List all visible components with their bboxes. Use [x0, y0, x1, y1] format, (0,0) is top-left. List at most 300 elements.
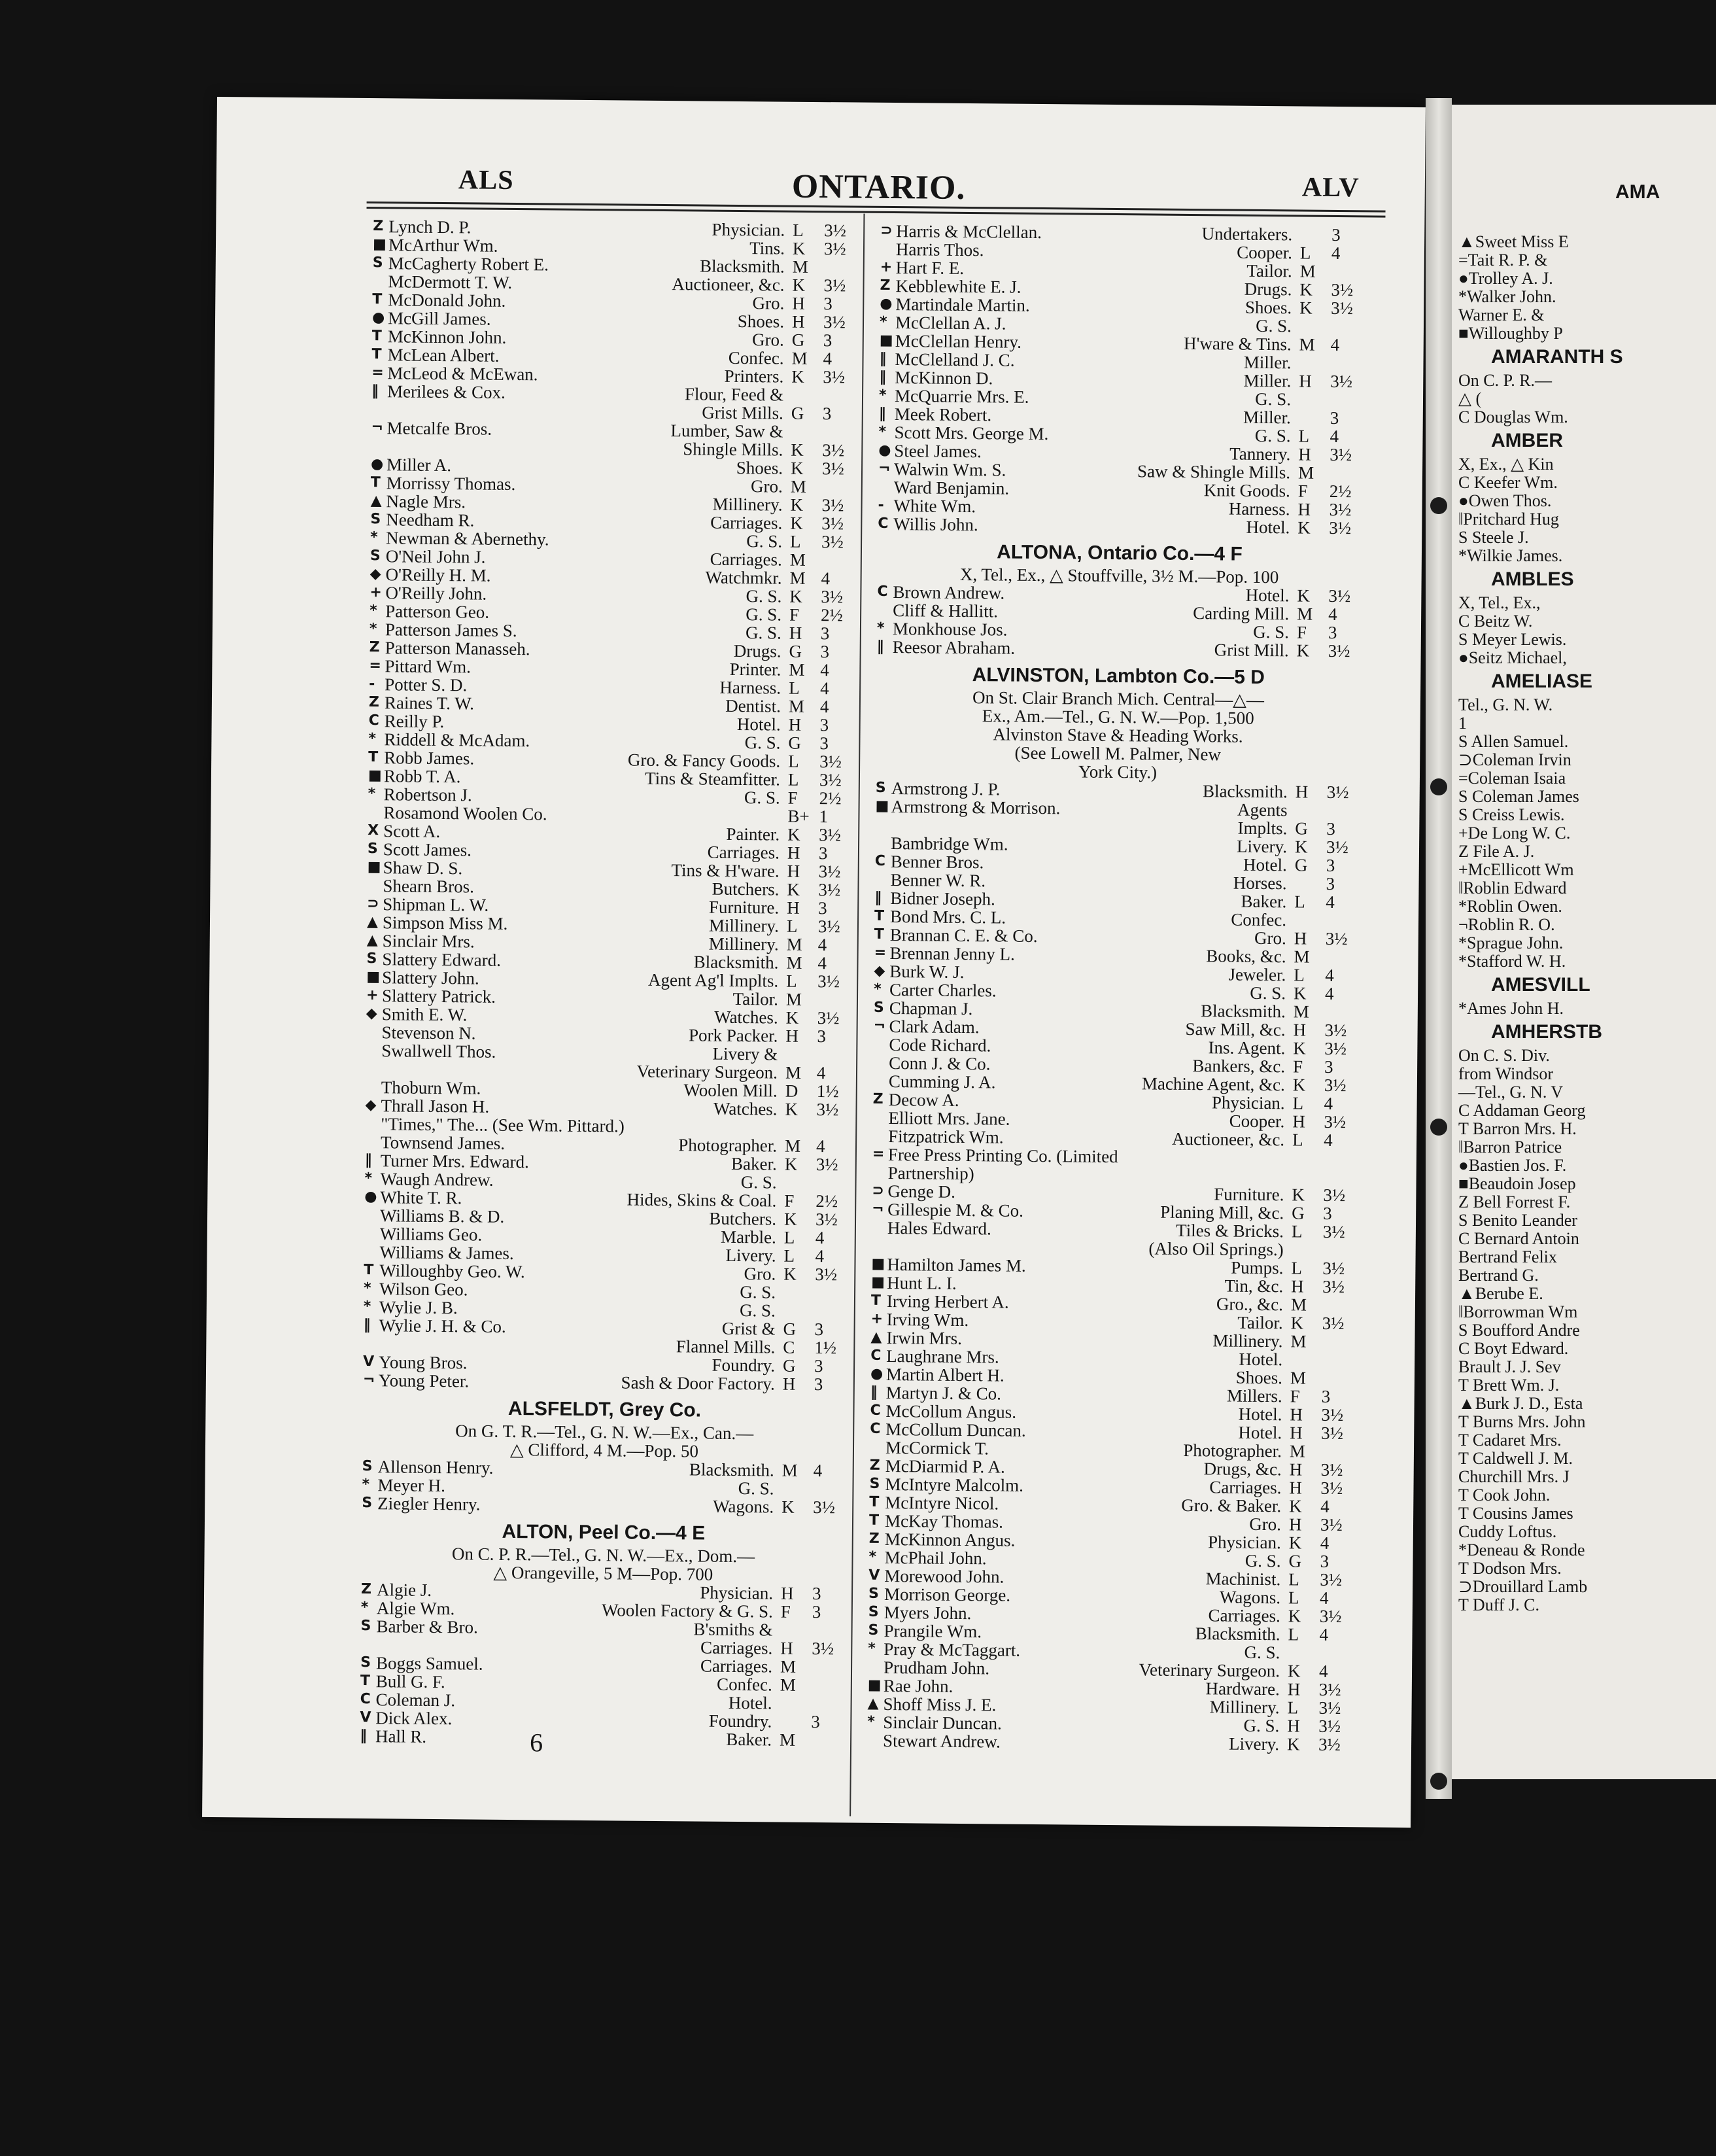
entry-credit: 3	[1326, 873, 1335, 894]
entry-credit: 2½	[1329, 481, 1352, 502]
entry-name: Harris Thos.	[895, 239, 984, 260]
entry-rating: M	[789, 549, 806, 570]
entry-business: Furniture.	[1214, 1184, 1284, 1205]
entry-name: McClellan Henry.	[895, 331, 1022, 352]
entry-name: Algie J.	[376, 1580, 432, 1600]
entry-credit: 4	[817, 953, 827, 973]
trade-symbol: ▲	[870, 1329, 882, 1346]
entry-business: Harness.	[1228, 498, 1290, 519]
entry-business: B'smiths &	[693, 1619, 773, 1640]
entry-business: G. S.	[746, 604, 782, 625]
entry-business: Physician.	[1207, 1532, 1281, 1553]
entry-rating: K	[1299, 298, 1313, 318]
entry-rating: M	[1289, 1441, 1306, 1461]
entry-rating: F	[780, 1601, 791, 1622]
entry-rating: F	[1292, 1056, 1303, 1077]
binding-mark	[1430, 497, 1447, 514]
entry-credit: 4	[820, 660, 830, 680]
entry-name: Benner W. R.	[890, 870, 986, 891]
directory-column-2	[867, 222, 1364, 1754]
trade-symbol: *	[868, 1640, 876, 1657]
entry-rating: B+	[787, 806, 810, 826]
entry-business: Bankers, &c.	[1192, 1056, 1286, 1077]
right-page-line: ●Owen Thos.	[1458, 491, 1552, 510]
entry-credit: 3	[819, 733, 829, 754]
right-page-line: X, Tel., Ex.,	[1458, 593, 1541, 612]
entry-business: Watchmkr.	[705, 567, 782, 588]
entry-credit: 3½	[823, 239, 846, 259]
entry-name: Genge D.	[887, 1181, 956, 1202]
entry-name: McKinnon John.	[387, 326, 507, 347]
alvinston-info	[876, 687, 1360, 783]
entry-rating: K	[1294, 837, 1308, 857]
entry-rating: G	[782, 1355, 796, 1376]
entry-rating: M	[1290, 1295, 1307, 1315]
right-page-line: C Beitz W.	[1458, 612, 1533, 631]
entry-business: Baker.	[726, 1729, 772, 1750]
entry-name: McIntyre Nicol.	[885, 1492, 999, 1514]
right-page-heading: AMBLES	[1491, 568, 1574, 590]
entry-business: Miller.	[1243, 370, 1292, 391]
alsfeldt-info	[362, 1421, 846, 1461]
entry-business: G. S.	[744, 788, 780, 808]
entry-rating: M	[785, 989, 802, 1009]
entry-name: McGill James.	[387, 308, 491, 329]
entry-rating: L	[1294, 965, 1305, 985]
trade-symbol: =	[371, 364, 384, 381]
entry-credit: 4	[1325, 965, 1334, 985]
entry-name: Wilson Geo.	[379, 1279, 468, 1300]
trade-symbol: ●	[364, 1189, 377, 1206]
entry-credit: 4	[820, 678, 829, 699]
entry-business: Marble.	[720, 1226, 776, 1247]
entry-credit: 3½	[822, 440, 845, 461]
entry-name: Slattery Edward.	[382, 949, 502, 970]
trade-symbol: T	[364, 1262, 374, 1279]
entry-rating: H	[1288, 1514, 1302, 1535]
entry-name: Hall R.	[375, 1726, 427, 1747]
entry-name: Thoburn Wm.	[381, 1077, 481, 1098]
trade-symbol: ▲	[366, 914, 379, 931]
entry-name: Barber & Bro.	[376, 1616, 478, 1637]
directory-entry	[867, 1731, 1351, 1754]
trade-symbol: C	[870, 1402, 881, 1419]
entry-name: Morrissy Thomas.	[386, 473, 516, 495]
entry-business: G. S.	[1244, 1642, 1280, 1663]
right-page-heading: AMHERSTB	[1491, 1021, 1602, 1043]
right-page-line: ‖Roblin Edward	[1458, 878, 1567, 897]
entry-business: Grist Mills.	[702, 402, 783, 423]
entry-rating: M	[1299, 334, 1315, 355]
right-page-line: X, Ex., △ Kin	[1458, 455, 1554, 474]
entry-name: McClelland J. C.	[895, 349, 1015, 370]
entry-name: Sinclair Mrs.	[382, 931, 475, 952]
town-info-line: On St. Clair Branch Mich. Central—△—	[972, 687, 1265, 710]
entry-business: Carriages.	[710, 549, 782, 570]
entry-business: G. S.	[746, 586, 782, 606]
entry-credit: 3½	[821, 587, 844, 607]
entry-business: Miller.	[1243, 407, 1291, 428]
entry-rating: C	[783, 1337, 795, 1357]
entry-business: Livery &	[712, 1043, 778, 1064]
right-page-line: ■Willoughby P	[1458, 324, 1563, 343]
entry-business: Gro.	[1254, 928, 1286, 948]
entry-credit: 4	[1328, 604, 1337, 624]
binding-mark	[1430, 778, 1447, 795]
entry-credit: 3	[812, 1602, 821, 1622]
entry-business: G. S.	[740, 1172, 777, 1192]
entry-name: Young Bros.	[378, 1352, 468, 1373]
entry-business: G. S.	[1254, 425, 1291, 446]
right-page-line: C Addaman Georg	[1458, 1101, 1586, 1120]
entry-credit: 3½	[1322, 1258, 1345, 1279]
right-page-line: T Cook John.	[1458, 1486, 1551, 1504]
entry-business: Tailor.	[732, 988, 779, 1009]
entry-business: Blacksmith.	[1202, 781, 1288, 802]
trade-symbol: =	[369, 657, 381, 674]
entry-credit: 3½	[1324, 1038, 1347, 1059]
entry-business: Gro.	[750, 476, 783, 496]
entry-name: Free Press Printing Co. (Limited	[887, 1145, 1118, 1167]
entry-name: Williams B. & D.	[379, 1206, 505, 1226]
entry-business: Livery.	[1236, 836, 1288, 857]
entry-rating: D	[785, 1081, 798, 1101]
right-page-line: Tel., G. N. W.	[1458, 695, 1553, 714]
trade-symbol: S	[370, 511, 381, 528]
trade-symbol: *	[876, 619, 885, 636]
entry-name: Slattery John.	[382, 967, 479, 988]
entry-credit: 3½	[1330, 444, 1352, 465]
entry-rating: H	[780, 1638, 793, 1658]
entry-name: White T. R.	[380, 1187, 462, 1208]
entry-name: Bond Mrs. C. L.	[889, 907, 1006, 928]
entry-name: Algie Wm.	[376, 1598, 455, 1619]
right-page-line: ▲Berube E.	[1458, 1284, 1543, 1303]
town-info-line: On G. T. R.—Tel., G. N. W.—Ex., Can.—	[455, 1421, 754, 1444]
entry-business: Tailor.	[1237, 1312, 1283, 1333]
entry-name: White Wm.	[893, 496, 976, 517]
left-entries	[363, 217, 857, 1393]
entry-credit: 3½	[821, 532, 844, 552]
entry-business: G. S.	[745, 623, 782, 643]
trade-symbol: +	[369, 584, 382, 601]
entry-business: Blacksmith.	[693, 952, 779, 973]
trade-symbol: ■	[367, 859, 381, 876]
trade-symbol: ■	[372, 236, 386, 253]
trade-symbol: *	[368, 786, 376, 803]
entry-credit: 3½	[818, 861, 841, 882]
entry-rating: L	[1287, 1697, 1299, 1718]
entry-rating: L	[1294, 892, 1305, 912]
entry-credit: 4	[815, 1228, 825, 1248]
entry-rating: F	[1290, 1386, 1300, 1406]
right-page-line: ‖Barron Patrice	[1458, 1138, 1562, 1156]
entry-business: Knit Goods.	[1203, 480, 1290, 501]
entry-name: McLean Albert.	[387, 345, 500, 366]
entry-credit: 3½	[1330, 371, 1353, 392]
entry-rating: M	[1297, 604, 1313, 624]
entry-rating: L	[789, 678, 800, 698]
entry-name: Rae John.	[883, 1675, 953, 1696]
left-page	[202, 97, 1426, 1828]
right-page-line: Bertrand G.	[1458, 1266, 1539, 1285]
trade-symbol: +	[880, 258, 893, 276]
entry-business: Butchers.	[709, 1208, 777, 1229]
entry-name: McKinnon Angus.	[884, 1529, 1016, 1550]
entry-business: Books, &c.	[1206, 946, 1286, 967]
entry-rating: G	[783, 1319, 797, 1339]
entry-business: Tins.	[749, 238, 785, 258]
entry-credit: 2½	[815, 1191, 838, 1211]
entry-name: Monkhouse Jos.	[892, 619, 1008, 640]
entry-name: Dick Alex.	[375, 1708, 453, 1729]
entry-credit: 3½	[819, 752, 842, 772]
entry-name: McQuarrie Mrs. E.	[894, 386, 1029, 407]
entry-business: Physician.	[1211, 1092, 1285, 1113]
entry-credit: 3½	[1329, 517, 1352, 538]
trade-symbol: ¬	[362, 1372, 375, 1389]
entry-rating: M	[1290, 1331, 1307, 1351]
trade-symbol: ◆	[365, 1097, 377, 1114]
entry-name: McDonald John.	[388, 290, 506, 311]
entry-name: Stevenson N.	[381, 1022, 476, 1043]
entry-business: Hardware.	[1205, 1678, 1280, 1699]
entry-credit: 3	[1326, 855, 1335, 875]
trade-symbol: V	[360, 1709, 371, 1726]
entry-rating: H	[1298, 444, 1311, 464]
entry-name: Simpson Miss M.	[382, 913, 508, 933]
entry-name: Kebblewhite E. J.	[895, 276, 1021, 297]
entry-name: Thrall Jason H.	[381, 1096, 490, 1117]
entry-rating: H	[792, 293, 805, 313]
entry-rating: G	[1295, 818, 1308, 839]
entry-name: Prangile Wm.	[884, 1620, 982, 1642]
entry-business: Gro.	[744, 1264, 776, 1284]
trade-symbol: *	[368, 731, 377, 748]
entry-rating: L	[786, 971, 797, 991]
entry-name: Townsend James.	[380, 1132, 506, 1153]
entry-business: (Also Oil Springs.)	[1148, 1238, 1284, 1260]
trade-symbol: ‖	[878, 405, 886, 422]
right-page-line: T Cadaret Mrs.	[1458, 1431, 1562, 1450]
trade-symbol: T	[870, 1292, 882, 1309]
right-page-line: Brault J. J. Sev	[1458, 1357, 1561, 1376]
entry-name: Irving Herbert A.	[886, 1291, 1009, 1312]
altona-entries	[877, 583, 1362, 660]
entry-credit: 3	[1324, 1056, 1333, 1077]
right-page-line: =Tait R. P. &	[1458, 251, 1548, 270]
entry-business: Miller.	[1243, 352, 1292, 373]
right-page-line: *Stafford W. H.	[1458, 952, 1566, 971]
trade-symbol: +	[870, 1310, 884, 1327]
entry-name: Harris & McClellan.	[896, 221, 1042, 243]
entry-business: Watches.	[714, 1007, 778, 1028]
entry-business: G. S.	[1253, 621, 1290, 642]
entry-business: Planing Mill, &c.	[1160, 1202, 1284, 1223]
entry-credit: 4	[1324, 983, 1334, 1003]
alton-entries	[360, 1580, 845, 1749]
trade-symbol: *	[874, 981, 882, 998]
entry-business: Hotel.	[1245, 585, 1290, 606]
entry-business: Machine Agent, &c.	[1141, 1073, 1286, 1095]
right-page-line: S Creiss Lewis.	[1458, 805, 1565, 824]
entry-rating: M	[780, 1675, 796, 1695]
entry-business: Agents	[1237, 799, 1288, 820]
trade-symbol: C	[368, 712, 379, 729]
entry-business: Woolen Factory & G. S.	[601, 1600, 773, 1622]
alvinston-entries	[867, 779, 1360, 1754]
entry-name: Metcalfe Bros.	[386, 418, 492, 439]
right-page-line: C Bernard Antoin	[1458, 1229, 1579, 1248]
trade-symbol: V	[363, 1353, 375, 1370]
entry-name: Hales Edward.	[887, 1218, 992, 1239]
entry-name: Myers John.	[884, 1602, 972, 1624]
entry-rating: K	[1297, 517, 1311, 538]
entry-credit: 4	[815, 1246, 825, 1266]
directory-entry	[877, 638, 1361, 660]
entry-name: Willis John.	[893, 514, 978, 535]
entry-name: Hunt L. I.	[887, 1273, 957, 1293]
right-page-line: from Windsor	[1458, 1064, 1554, 1083]
entry-business: G. S.	[746, 531, 783, 551]
entry-rating: H	[1290, 1423, 1303, 1443]
right-page-line: Warner E. &	[1458, 305, 1545, 324]
entry-credit: 3½	[1324, 1075, 1347, 1096]
entry-name: McKinnon D.	[895, 368, 993, 389]
entry-rating: L	[783, 1227, 795, 1247]
right-page-line: S Allen Samuel.	[1458, 732, 1569, 751]
trade-symbol: ◆	[369, 566, 381, 583]
entry-business: Photographer.	[1183, 1440, 1282, 1461]
entry-rating: M	[1299, 261, 1316, 281]
entry-business: Carriages.	[700, 1637, 773, 1658]
right-page-line: T Barron Mrs. H.	[1458, 1119, 1577, 1138]
entry-business: Gro. & Baker.	[1181, 1495, 1282, 1516]
entry-credit: 1	[819, 807, 829, 827]
entry-rating: F	[1297, 481, 1308, 501]
trade-symbol: ‖	[371, 383, 379, 400]
entry-business: Saw Mill, &c.	[1185, 1018, 1286, 1040]
entry-credit: 3	[812, 1584, 821, 1604]
entry-business: G. S.	[739, 1300, 776, 1321]
entry-rating: H	[782, 1374, 796, 1394]
entry-credit: 3½	[1322, 1276, 1345, 1297]
trade-symbol: +	[366, 987, 379, 1004]
entry-business: Gro., &c.	[1216, 1294, 1284, 1315]
entry-business: Confec.	[728, 347, 784, 368]
entry-name: McCollum Angus.	[885, 1401, 1017, 1422]
trade-symbol: T	[372, 291, 383, 308]
right-page-line: T Cousins James	[1458, 1504, 1573, 1523]
entry-business: Carriages.	[710, 512, 783, 533]
entry-credit: 3½	[1321, 1423, 1344, 1444]
entry-rating: K	[787, 824, 800, 844]
entry-business: Hides, Skins & Coal.	[626, 1189, 777, 1211]
entry-name: Martindale Martin.	[895, 294, 1030, 315]
right-page-line: T Brett Wm. J.	[1458, 1376, 1560, 1395]
entry-credit: 3½	[1318, 1716, 1341, 1737]
trade-symbol: C	[878, 515, 889, 532]
entry-credit: 3½	[1324, 1111, 1347, 1132]
trade-symbol: ‖	[879, 368, 887, 385]
entry-credit: 3½	[1328, 640, 1350, 661]
entry-rating: K	[792, 275, 806, 295]
entry-name: Martyn J. & Co.	[885, 1383, 1002, 1404]
entry-name: Benner Bros.	[890, 852, 984, 873]
entry-credit: 3½	[815, 1155, 838, 1175]
entry-rating: H	[1299, 371, 1312, 391]
entry-credit: 3½	[823, 275, 846, 296]
trade-symbol: V	[868, 1567, 880, 1584]
trade-symbol: T	[371, 328, 382, 345]
entry-credit: 3½	[821, 495, 844, 515]
trade-symbol: S	[873, 999, 884, 1016]
trade-symbol: C	[874, 852, 886, 869]
entry-rating: M	[791, 348, 808, 368]
entry-business: Lumber, Saw &	[670, 421, 783, 442]
trade-symbol: ‖	[874, 889, 882, 906]
trade-symbol: ▲	[370, 493, 382, 510]
trade-symbol: ⊃	[872, 1182, 884, 1199]
entry-business: Dentist.	[725, 695, 781, 716]
entry-rating: H	[1287, 1716, 1300, 1736]
entry-rating: K	[1292, 1075, 1306, 1095]
entry-credit: 3½	[1320, 1514, 1343, 1535]
entry-rating: K	[1289, 1496, 1302, 1516]
entry-rating: K	[1286, 1734, 1300, 1754]
entry-name: Meek Robert.	[894, 404, 992, 425]
entry-name: Merilees & Cox.	[386, 381, 506, 402]
entry-name: Ward Benjamin.	[893, 478, 1010, 498]
entry-business: Agent Ag'l Implts.	[647, 969, 779, 991]
entry-credit: 3	[814, 1374, 823, 1395]
entry-credit: 3½	[1318, 1679, 1341, 1700]
right-page-line: *Ames John H.	[1458, 999, 1564, 1018]
entry-rating: L	[788, 751, 799, 771]
running-head-left: ALS	[458, 165, 514, 196]
entry-credit: 3½	[1318, 1697, 1341, 1718]
entry-business: G. S.	[740, 1282, 776, 1302]
entry-name: Pray & McTaggart.	[884, 1639, 1021, 1660]
entry-rating: H	[1287, 1679, 1301, 1699]
entry-rating: K	[1299, 279, 1313, 300]
entry-name: Waugh Andrew.	[380, 1169, 494, 1190]
entry-business: Undertakers.	[1201, 224, 1293, 245]
entry-rating: H	[1293, 1020, 1307, 1040]
trade-symbol: S	[362, 1495, 373, 1512]
trade-symbol: Z	[373, 218, 384, 235]
entry-credit: 3½	[819, 825, 842, 845]
entry-rating: K	[1296, 640, 1310, 661]
entry-rating: L	[786, 916, 798, 936]
trade-symbol: S	[360, 1618, 371, 1635]
entry-rating: L	[787, 769, 799, 790]
entry-name: Stewart Andrew.	[882, 1730, 1001, 1752]
entry-name: Elliott Mrs. Jane.	[888, 1108, 1010, 1129]
trade-symbol: S	[367, 841, 378, 858]
entry-name: Williams & James.	[379, 1242, 514, 1264]
right-page-line: ▲Sweet Miss E	[1458, 232, 1569, 251]
entry-name: Prudham John.	[883, 1657, 990, 1678]
entry-business: Hotel.	[1243, 854, 1287, 875]
entry-business: Millers.	[1226, 1385, 1282, 1406]
entry-credit: 2½	[820, 605, 844, 625]
entry-rating: H	[1289, 1478, 1303, 1498]
entry-business: Implts.	[1237, 818, 1288, 839]
binding-mark	[1430, 1119, 1447, 1136]
right-page-line: On C. S. Div.	[1458, 1046, 1550, 1065]
right-page-line: Bertrand Felix	[1458, 1247, 1557, 1266]
